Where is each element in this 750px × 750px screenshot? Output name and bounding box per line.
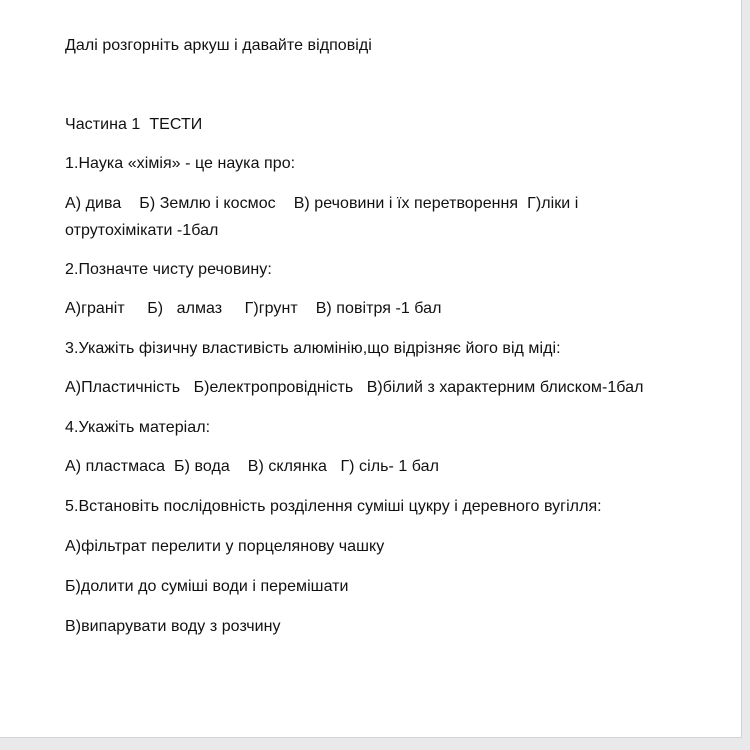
question-4: 4.Укажіть матеріал: — [65, 419, 211, 436]
intro-text: Далі розгорніть аркуш і давайте відповіді — [65, 37, 372, 54]
question-2-answers: А)граніт Б) алмаз Г)грунт В) повітря -1 бал — [65, 300, 442, 317]
question-1: 1.Наука «хімія» - це наука про: — [65, 155, 296, 172]
question-3: 3.Укажіть фізичну властивість алюмінію,що відрізняє його від міді: — [65, 340, 561, 357]
question-1-answer-line-2: отрутохімікати -1бал — [65, 222, 219, 239]
question-5-step-a: А)фільтрат перелити у порцелянову чашку — [65, 538, 385, 555]
question-5: 5.Встановіть послідовність розділення суміші цукру і деревного вугілля: — [65, 498, 602, 515]
question-4-answers: А) пластмаса Б) вода В) склянка Г) сіль- 1 бал — [65, 458, 439, 475]
question-3-answers: А)Пластичність Б)електропровідність В)білий з характерним блиском-1бал — [65, 379, 644, 396]
question-5-step-c: В)випарувати воду з розчину — [65, 618, 281, 635]
question-2: 2.Позначте чисту речовину: — [65, 261, 272, 278]
question-5-step-b: Б)долити до суміші води і перемішати — [65, 578, 349, 595]
question-1-answer-line-1: А) дива Б) Землю і космос В) речовини і їх перетворення Г)ліки і — [65, 195, 579, 212]
section-title: Частина 1 ТЕСТИ — [65, 116, 203, 133]
